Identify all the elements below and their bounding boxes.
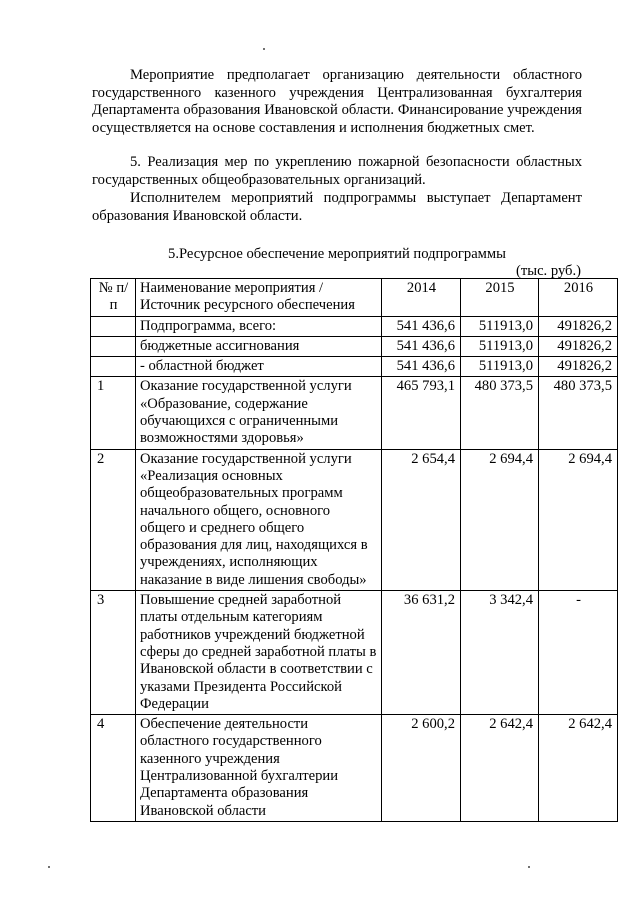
row-value-2016: - (539, 591, 618, 715)
table-row (91, 377, 618, 449)
header-2015: 2015 (461, 279, 539, 317)
row-value-2015: 511913,0 (461, 357, 539, 377)
row-name: Оказание государственной услуги «Реализация основных общеобразовательных программ начального общего, основного общего и среднего общего образования для лиц, находящихся в учреждениях, исполняющих наказание в виде лишения свободы» (136, 449, 382, 590)
row-name: Повышение средней заработной платы отдельным категориям работников учреждений бюджетной сферы до средней заработной платы в Ивановской области в соответствии с указами Президента Российской Федерации (136, 591, 382, 715)
scan-speck (528, 866, 530, 868)
row-num: 4 (91, 715, 136, 822)
row-value-2016: 480 373,5 (539, 377, 618, 449)
table-caption: 5.Ресурсное обеспечение мероприятий подпрограммы (168, 246, 506, 262)
scan-speck (263, 48, 265, 50)
row-value-2015: 3 342,4 (461, 591, 539, 715)
row-name: бюджетные ассигнования (136, 336, 382, 356)
row-value-2016: 491826,2 (539, 336, 618, 356)
row-value-2015: 511913,0 (461, 316, 539, 336)
row-value-2015: 511913,0 (461, 336, 539, 356)
row-num: 2 (91, 449, 136, 590)
resource-table (90, 278, 618, 822)
table-row (91, 449, 618, 590)
row-num: 3 (91, 591, 136, 715)
row-value-2014: 541 436,6 (382, 357, 461, 377)
intro-paragraph-1: Мероприятие предполагает организацию деятельности областного государственного казенного учреждения Централизованная бухгалтерия Департамента образования Ивановской области. Финансирование учреждения осуществляется на основе составления и исполнения бюджетных смет. (92, 67, 582, 136)
table-row (91, 316, 618, 336)
row-value-2014: 2 654,4 (382, 449, 461, 590)
row-value-2015: 2 694,4 (461, 449, 539, 590)
row-value-2015: 480 373,5 (461, 377, 539, 449)
row-value-2014: 36 631,2 (382, 591, 461, 715)
row-value-2016: 491826,2 (539, 316, 618, 336)
row-value-2014: 465 793,1 (382, 377, 461, 449)
scan-speck (48, 866, 50, 868)
header-2016: 2016 (539, 279, 618, 317)
table-row (91, 591, 618, 715)
row-value-2016: 2 694,4 (539, 449, 618, 590)
table-row (91, 715, 618, 822)
table-row (91, 336, 618, 356)
table-row (91, 357, 618, 377)
row-name: Оказание государственной услуги «Образование, содержание обучающихся с ограниченными возможностями здоровья» (136, 377, 382, 449)
row-name: Обеспечение деятельности областного государственного казенного учреждения Централизованной бухгалтерии Департамента образования Ивановской области (136, 715, 382, 822)
intro-paragraph-3: Исполнителем мероприятий подпрограммы выступает Департамент образования Ивановской области. (92, 190, 582, 224)
row-num (91, 316, 136, 336)
row-name: Подпрограмма, всего: (136, 316, 382, 336)
row-value-2014: 541 436,6 (382, 316, 461, 336)
table-header-row (91, 279, 618, 317)
row-value-2016: 2 642,4 (539, 715, 618, 822)
intro-paragraph-2: 5. Реализация мер по укреплению пожарной безопасности областных государственных общеобразовательных организаций. (92, 154, 582, 188)
row-num: 1 (91, 377, 136, 449)
row-value-2016: 491826,2 (539, 357, 618, 377)
header-name: Наименование мероприятия / Источник ресурсного обеспечения (136, 279, 382, 317)
row-value-2014: 541 436,6 (382, 336, 461, 356)
row-value-2014: 2 600,2 (382, 715, 461, 822)
header-2014: 2014 (382, 279, 461, 317)
row-num (91, 336, 136, 356)
row-name: - областной бюджет (136, 357, 382, 377)
row-value-2015: 2 642,4 (461, 715, 539, 822)
row-num (91, 357, 136, 377)
table-units: (тыс. руб.) (516, 263, 581, 279)
header-num: № п/п (91, 279, 136, 317)
